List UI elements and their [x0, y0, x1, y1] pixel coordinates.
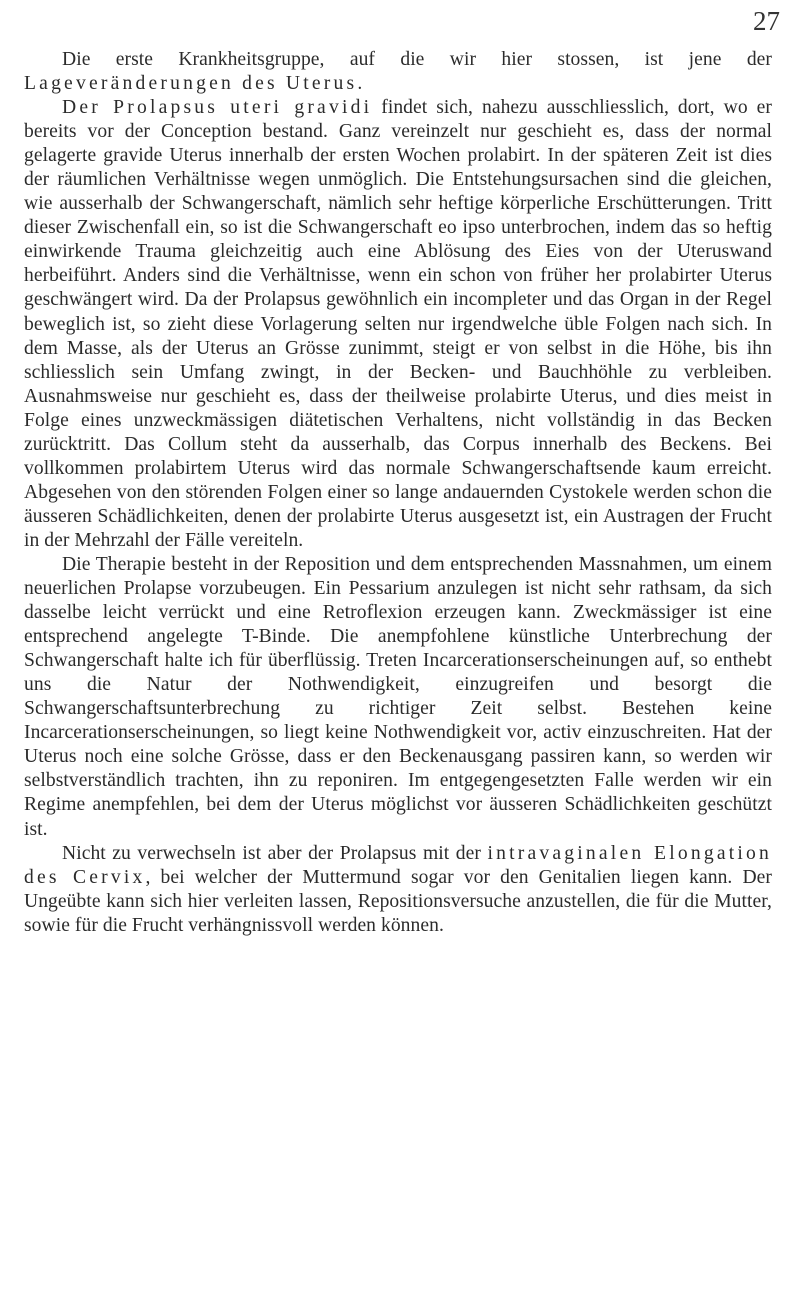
paragraph-4-end: , bei welcher der Muttermund sogar vor den Genitalien liegen kann. Der Ungeübte kann sich hier verleiten lassen, Repositionsversuche anzustellen, die für die Mutter, sowie für die Frucht verhängnissvoll werden können.: [24, 866, 772, 936]
paragraph-1-end: .: [357, 73, 363, 95]
paragraph-4: [24, 842, 772, 938]
emphasized-term-prolapsus: Der Prolapsus uteri gravidi: [62, 97, 373, 119]
paragraph-3-text: Die Therapie besteht in der Reposition und dem entsprechenden Massnahmen, um einem neuerlichen Prolapse vorzubeugen. Ein Pessarium anzulegen ist nicht sehr rathsam, da sich dasselbe leicht verrückt und eine Retroflexion erzeugen kann. Zweckmässiger ist eine entsprechend angelegte T-Binde. Die anempfohlene künstliche Unterbrechung der Schwangerschaft halte ich für überflüssig. Treten Incarcerationserscheinungen auf, so enthebt uns die Natur der Nothwendigkeit, einzugreifen und besorgt die Schwangerschaftsunterbrechung zu richtiger Zeit selbst. Bestehen keine Incarcerationserscheinungen, so liegt keine Nothwendigkeit vor, activ einzuschreiten. Hat der Uterus noch eine solche Grösse, dass er den Beckenausgang passiren kann, so werden wir selbstverständlich trachten, ihn zu reponiren. Im entgegengesetzten Falle werden wir ein Regime anempfehlen, bei dem der Uterus möglichst vor äusseren Schädlichkeiten geschützt ist.: [24, 553, 772, 840]
page-number: 27: [753, 6, 780, 36]
paragraph-1-text: Die erste Krankheitsgruppe, auf die wir hier stossen, ist jene der: [62, 49, 772, 70]
paragraph-2-text: findet sich, nahezu ausschliesslich, dort, wo er bereits vor der Conception bestand. Ganz vereinzelt nur geschieht es, dass der normal gelagerte gravide Uterus innerhalb der ersten Wochen prolabirt. In der späteren Zeit ist dies der räumlichen Verhältnisse wegen unmöglich. Die Entstehungsursachen sind die gleichen, wie ausserhalb der Schwangerschaft, nämlich sehr heftige körperliche Erschütterungen. Tritt dieser Zwischenfall ein, so ist die Schwangerschaft eo ipso unterbrochen, indem das so heftig einwirkende Trauma gleichzeitig auch eine Ablösung des Eies von der Uteruswand herbeiführt. Anders sind die Verhältnisse, wenn ein schon von früher her prolabirter Uterus geschwängert wird. Da der Prolapsus gewöhnlich ein incompleter und das Organ in der Regel beweglich ist, so zieht diese Vorlagerung selten nur irgendwelche üble Folgen nach sich. In dem Masse, als der Uterus an Grösse zunimmt, steigt er von selbst in die Höhe, bis ihn schliesslich sein Umfang zwingt, in der Becken- und Bauchhöhle zu verbleiben. Ausnahmsweise nur geschieht es, dass der theilweise prolabirte Uterus, und dies meist in Folge eines unzweckmässigen diätetischen Verhaltens, nicht vollständig in das Becken zurücktritt. Das Collum steht da ausserhalb, das Corpus innerhalb des Beckens. Bei vollkommen prolabirtem Uterus wird das normale Schwangerschaftsende kaum erreicht. Abgesehen von den störenden Folgen einer so lange andauernden Cystokele werden schon die äusseren Schädlichkeiten, denen der prolabirte Uterus ausgesetzt ist, ein Austragen der Frucht in der Mehrzahl der Fälle vereiteln.: [24, 97, 772, 551]
paragraph-3: [24, 553, 772, 842]
paragraph-1: [24, 48, 772, 96]
emphasized-term-elongation: intravaginalen Elongation des Cervix: [24, 842, 773, 888]
emphasized-term-lageveraenderungen: Lageveränderungen des Uterus: [24, 73, 358, 95]
paragraph-4-text: Nicht zu verwechseln ist aber der Prolapsus mit der: [62, 842, 488, 864]
paragraph-2: [24, 96, 772, 553]
body-text: [24, 48, 772, 938]
